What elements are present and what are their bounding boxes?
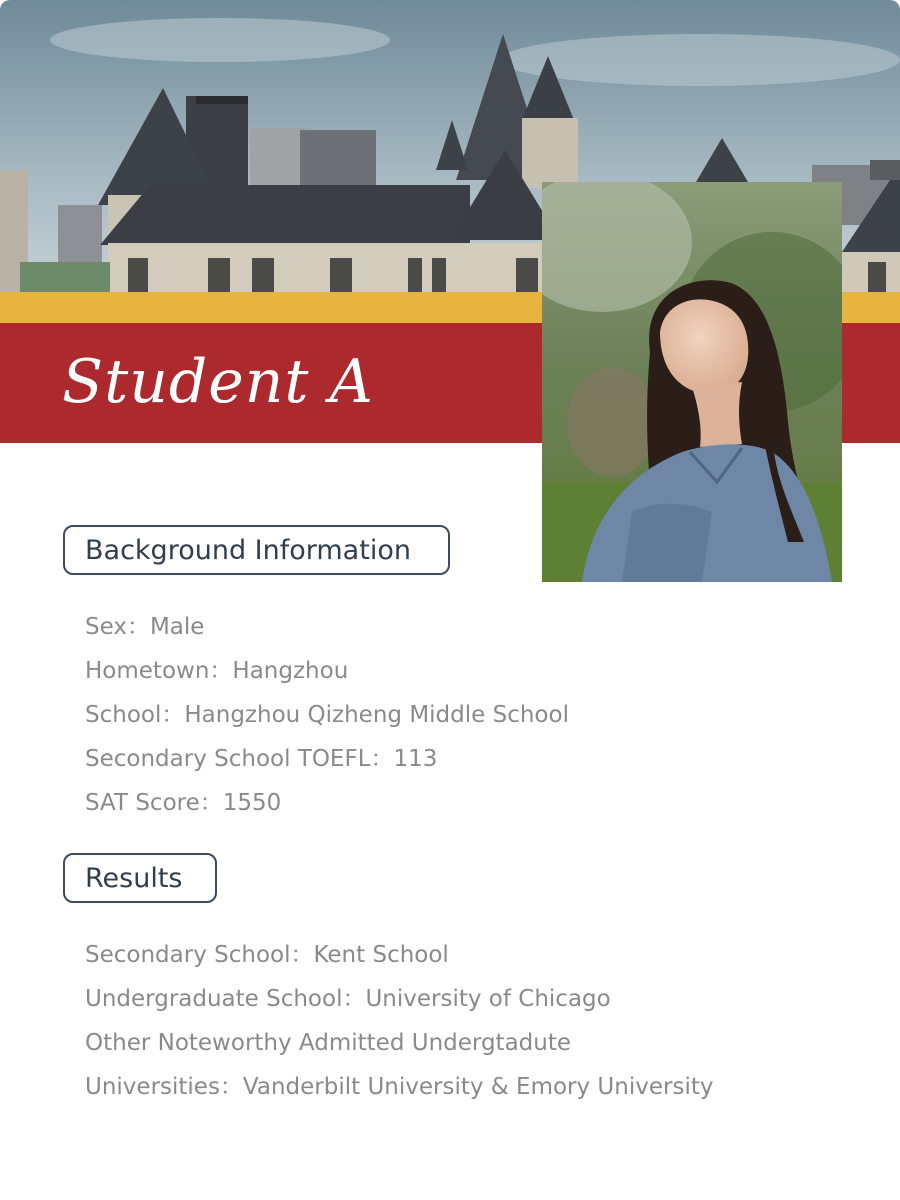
list-item: Secondary School TOEFL：113 [85,746,438,772]
list-item: Secondary School：Kent School [85,942,449,968]
list-item: School：Hangzhou Qizheng Middle School [85,702,569,728]
background-info-heading: Background Information [63,525,450,575]
background-info-list [85,605,569,825]
list-item: SAT Score：1550 [85,790,282,816]
results-list [85,933,713,1109]
results-heading: Results [63,853,217,903]
student-portrait-image [542,182,842,582]
page-title: Student A [62,347,374,417]
list-item: Universities：Vanderbilt University & Emory University [85,1074,714,1100]
list-item: Hometown：Hangzhou [85,658,349,684]
list-item: Sex：Male [85,614,205,640]
list-item: Other Noteworthy Admitted Undergtadute [85,1030,572,1056]
list-item: Undergraduate School：University of Chicago [85,986,611,1012]
